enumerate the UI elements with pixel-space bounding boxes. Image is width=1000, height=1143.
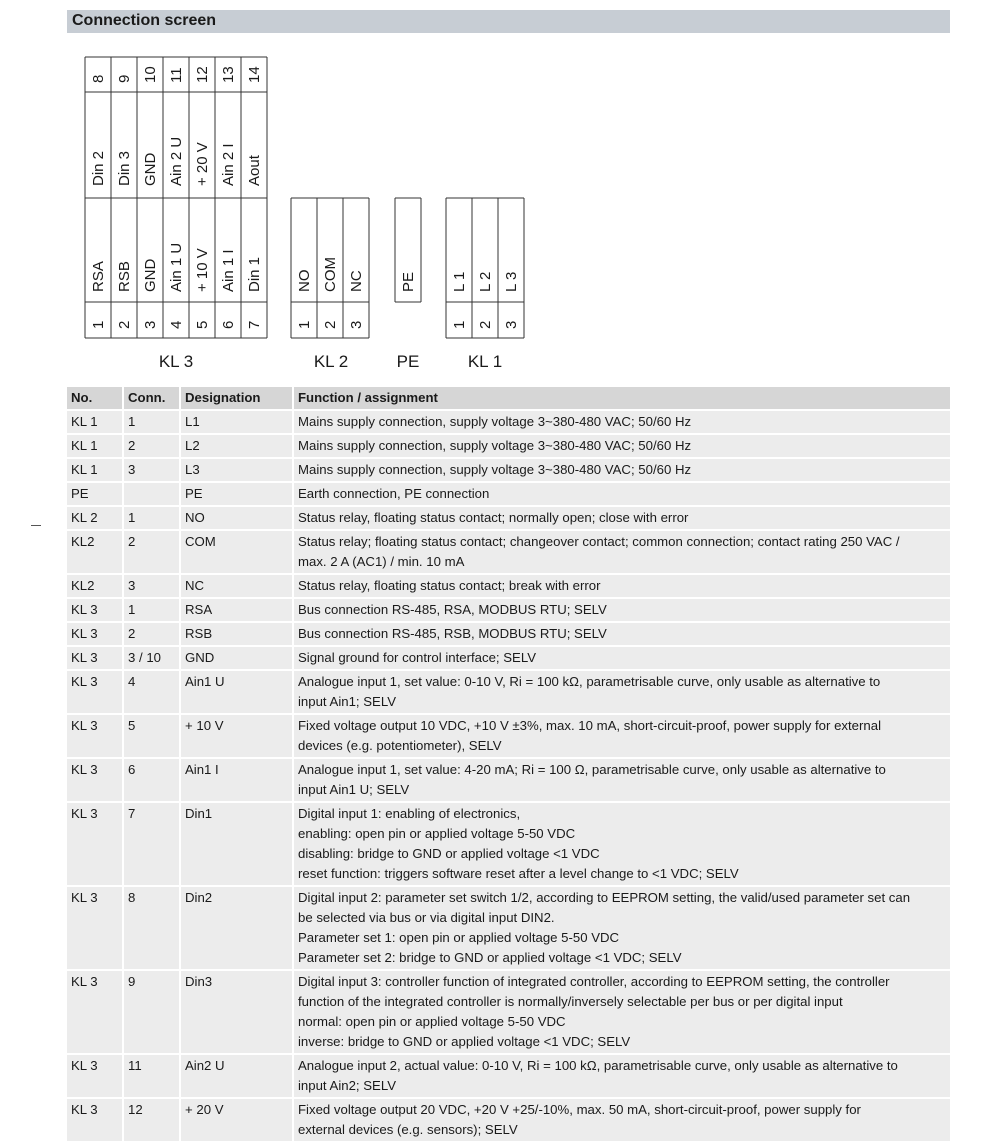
pin-label: GND [142,152,159,186]
cell-conn: 3 [122,459,179,481]
table-row [67,887,950,969]
pin-label: Aout [246,155,263,186]
table-row [67,411,950,433]
pin-label: Ain 2 U [168,136,185,186]
cell-conn: 5 [122,715,179,757]
pin-number: 4 [168,320,185,329]
terminal-block-label: KL 3 [158,352,194,371]
cell-function [292,411,950,433]
cell-function [292,887,950,969]
pin-label: Ain 1 U [168,242,185,292]
pin-number: 3 [142,320,159,329]
cell-designation: PE [179,483,292,505]
function-line: Analogue input 1, set value: 0-10 V, Ri = 100 kΩ, parametrisable curve, only usable as alternative to [298,674,881,689]
cell-no: KL 3 [67,803,122,885]
table-row [67,623,950,645]
cell-conn: 1 [122,411,179,433]
pin-number: 6 [220,320,237,329]
cell-designation: Ain1 U [179,671,292,713]
column-header-no: No. [67,387,122,409]
cell-conn: 1 [122,599,179,621]
table-row [67,671,950,713]
terminal-block-label: KL 2 [313,352,349,371]
pin-number: 9 [116,74,133,83]
function-line: Digital input 3: controller function of integrated controller, according to EEPROM setting, the controller [298,974,890,989]
table-row [67,459,950,481]
pin-label: RSB [116,261,133,292]
pin-label: L 1 [451,271,468,292]
pin-label: PE [400,271,417,292]
table-row [67,971,950,1053]
pin-label: Ain 1 I [220,249,237,292]
pin-label: L 3 [503,271,520,292]
cell-conn: 2 [122,531,179,573]
pin-label: NC [348,270,365,292]
cell-function [292,1099,950,1141]
terminal-diagram [0,0,1000,380]
pin-label: NO [296,269,313,292]
cell-conn: 12 [122,1099,179,1141]
function-line: Status relay, floating status contact; normally open; close with error [298,510,689,525]
cell-function [292,715,950,757]
cell-no: KL 3 [67,647,122,669]
cell-no: KL2 [67,531,122,573]
pin-number: 1 [90,320,107,329]
cell-designation: RSA [179,599,292,621]
cell-function [292,483,950,505]
function-line: be selected via bus or via digital input DIN2. [298,910,555,925]
table-row [67,483,950,505]
section-title: Connection screen [67,10,950,33]
cell-conn: 3 [122,575,179,597]
cell-function [292,623,950,645]
pin-label: COM [322,257,339,292]
cell-no: KL 3 [67,1099,122,1141]
cell-conn: 11 [122,1055,179,1097]
function-line: input Ain1 U; SELV [298,782,410,797]
cell-designation: NO [179,507,292,529]
function-line: Signal ground for control interface; SELV [298,650,536,665]
function-line: Bus connection RS-485, RSA, MODBUS RTU; SELV [298,602,607,617]
function-line: Analogue input 1, set value: 4-20 mA; Ri = 100 Ω, parametrisable curve, only usable as alternative to [298,762,886,777]
cell-no: KL 1 [67,411,122,433]
cell-conn: 1 [122,507,179,529]
cell-function [292,671,950,713]
pin-label: + 10 V [194,248,211,292]
cell-designation: L3 [179,459,292,481]
cell-designation: Din1 [179,803,292,885]
function-line: Parameter set 2: bridge to GND or applied voltage <1 VDC; SELV [298,950,682,965]
function-line: Earth connection, PE connection [298,486,490,501]
table-header-row [67,387,950,409]
table-row [67,1055,950,1097]
cell-no: KL 2 [67,507,122,529]
function-line: Mains supply connection, supply voltage 3~380-480 VAC; 50/60 Hz [298,414,692,429]
cell-conn: 3 / 10 [122,647,179,669]
cell-conn [122,483,179,505]
cell-designation: Ain1 I [179,759,292,801]
cell-conn: 8 [122,887,179,969]
pin-label: Din 2 [90,150,107,186]
cell-no: KL 3 [67,715,122,757]
table-row [67,715,950,757]
table-row [67,803,950,885]
function-line: Mains supply connection, supply voltage 3~380-480 VAC; 50/60 Hz [298,438,692,453]
cell-function [292,435,950,457]
function-line: Status relay, floating status contact; break with error [298,578,601,593]
pin-number: 2 [116,320,133,329]
column-header-conn: Conn. [122,387,179,409]
pin-number: 2 [322,320,339,329]
table-row [67,759,950,801]
function-line: reset function: triggers software reset after a level change to <1 VDC; SELV [298,866,739,881]
function-line: Digital input 1: enabling of electronics, [298,806,521,821]
cell-designation: NC [179,575,292,597]
pin-number: 7 [246,320,263,329]
function-line: enabling: open pin or applied voltage 5-50 VDC [298,826,576,841]
margin-mark [31,525,41,526]
cell-no: KL 1 [67,435,122,457]
function-line: Status relay; floating status contact; changeover contact; common connection; contact rating 250 VAC / [298,534,900,549]
cell-no: KL 3 [67,971,122,1053]
pin-label: L 2 [477,271,494,292]
cell-function [292,803,950,885]
cell-function [292,1055,950,1097]
cell-conn: 7 [122,803,179,885]
pin-number: 3 [348,320,365,329]
function-line: input Ain2; SELV [298,1078,396,1093]
cell-no: KL2 [67,575,122,597]
function-line: devices (e.g. potentiometer), SELV [298,738,502,753]
cell-conn: 6 [122,759,179,801]
cell-no: KL 3 [67,671,122,713]
pin-number: 13 [220,66,237,83]
cell-designation: GND [179,647,292,669]
cell-designation: + 10 V [179,715,292,757]
table-row [67,647,950,669]
pin-number: 14 [246,66,263,83]
function-line: external devices (e.g. sensors); SELV [298,1122,518,1137]
cell-designation: Din3 [179,971,292,1053]
cell-no: KL 3 [67,1055,122,1097]
cell-no: KL 3 [67,759,122,801]
pin-label: Din 1 [246,256,263,292]
pin-number: 5 [194,320,211,329]
table-row [67,599,950,621]
function-line: Analogue input 2, actual value: 0-10 V, Ri = 100 kΩ, parametrisable curve, only usable as alternative to [298,1058,898,1073]
pin-number: 1 [451,320,468,329]
pin-label: Din 3 [116,150,133,186]
function-line: Bus connection RS-485, RSB, MODBUS RTU; SELV [298,626,607,641]
cell-no: PE [67,483,122,505]
pin-number: 2 [477,320,494,329]
function-line: input Ain1; SELV [298,694,396,709]
pin-number: 8 [90,74,107,83]
cell-function [292,507,950,529]
column-header-designation: Designation [179,387,292,409]
function-line: Parameter set 1: open pin or applied voltage 5-50 VDC [298,930,620,945]
function-line: function of the integrated controller is normally/inversely selectable per bus or per digital input [298,994,843,1009]
cell-function [292,647,950,669]
terminal-block-label: PE [396,352,420,371]
table-row [67,1099,950,1141]
cell-designation: L1 [179,411,292,433]
function-line: disabling: bridge to GND or applied voltage <1 VDC [298,846,600,861]
terminal-block-label: KL 1 [467,352,503,371]
pin-label: Ain 2 I [220,143,237,186]
cell-designation: Ain2 U [179,1055,292,1097]
cell-conn: 4 [122,671,179,713]
cell-function [292,599,950,621]
cell-no: KL 1 [67,459,122,481]
cell-function [292,971,950,1053]
pin-number: 10 [142,66,159,83]
cell-no: KL 3 [67,623,122,645]
pin-number: 12 [194,66,211,83]
function-line: normal: open pin or applied voltage 5-50 VDC [298,1014,566,1029]
cell-conn: 2 [122,435,179,457]
cell-function [292,759,950,801]
cell-designation: RSB [179,623,292,645]
function-line: Digital input 2: parameter set switch 1/2, according to EEPROM setting, the valid/used parameter set can [298,890,911,905]
cell-designation: L2 [179,435,292,457]
pin-label: RSA [90,261,107,292]
pin-number: 3 [503,320,520,329]
column-header-function: Function / assignment [292,387,950,409]
table-row [67,531,950,573]
pin-label: GND [142,258,159,292]
cell-conn: 9 [122,971,179,1053]
table-row [67,435,950,457]
cell-designation: + 20 V [179,1099,292,1141]
cell-no: KL 3 [67,887,122,969]
table-row [67,575,950,597]
cell-function [292,531,950,573]
function-line: inverse: bridge to GND or applied voltage <1 VDC; SELV [298,1034,631,1049]
pin-number: 1 [296,320,313,329]
function-line: Mains supply connection, supply voltage 3~380-480 VAC; 50/60 Hz [298,462,692,477]
pin-label: + 20 V [194,142,211,186]
cell-function [292,575,950,597]
cell-function [292,459,950,481]
connection-table [67,385,950,1143]
cell-no: KL 3 [67,599,122,621]
table-row [67,507,950,529]
cell-conn: 2 [122,623,179,645]
function-line: max. 2 A (AC1) / min. 10 mA [298,554,465,569]
cell-designation: Din2 [179,887,292,969]
function-line: Fixed voltage output 10 VDC, +10 V ±3%, max. 10 mA, short-circuit-proof, power supply for external [298,718,881,733]
function-line: Fixed voltage output 20 VDC, +20 V +25/-10%, max. 50 mA, short-circuit-proof, power supply for [298,1102,861,1117]
pin-number: 11 [168,67,185,83]
cell-designation: COM [179,531,292,573]
